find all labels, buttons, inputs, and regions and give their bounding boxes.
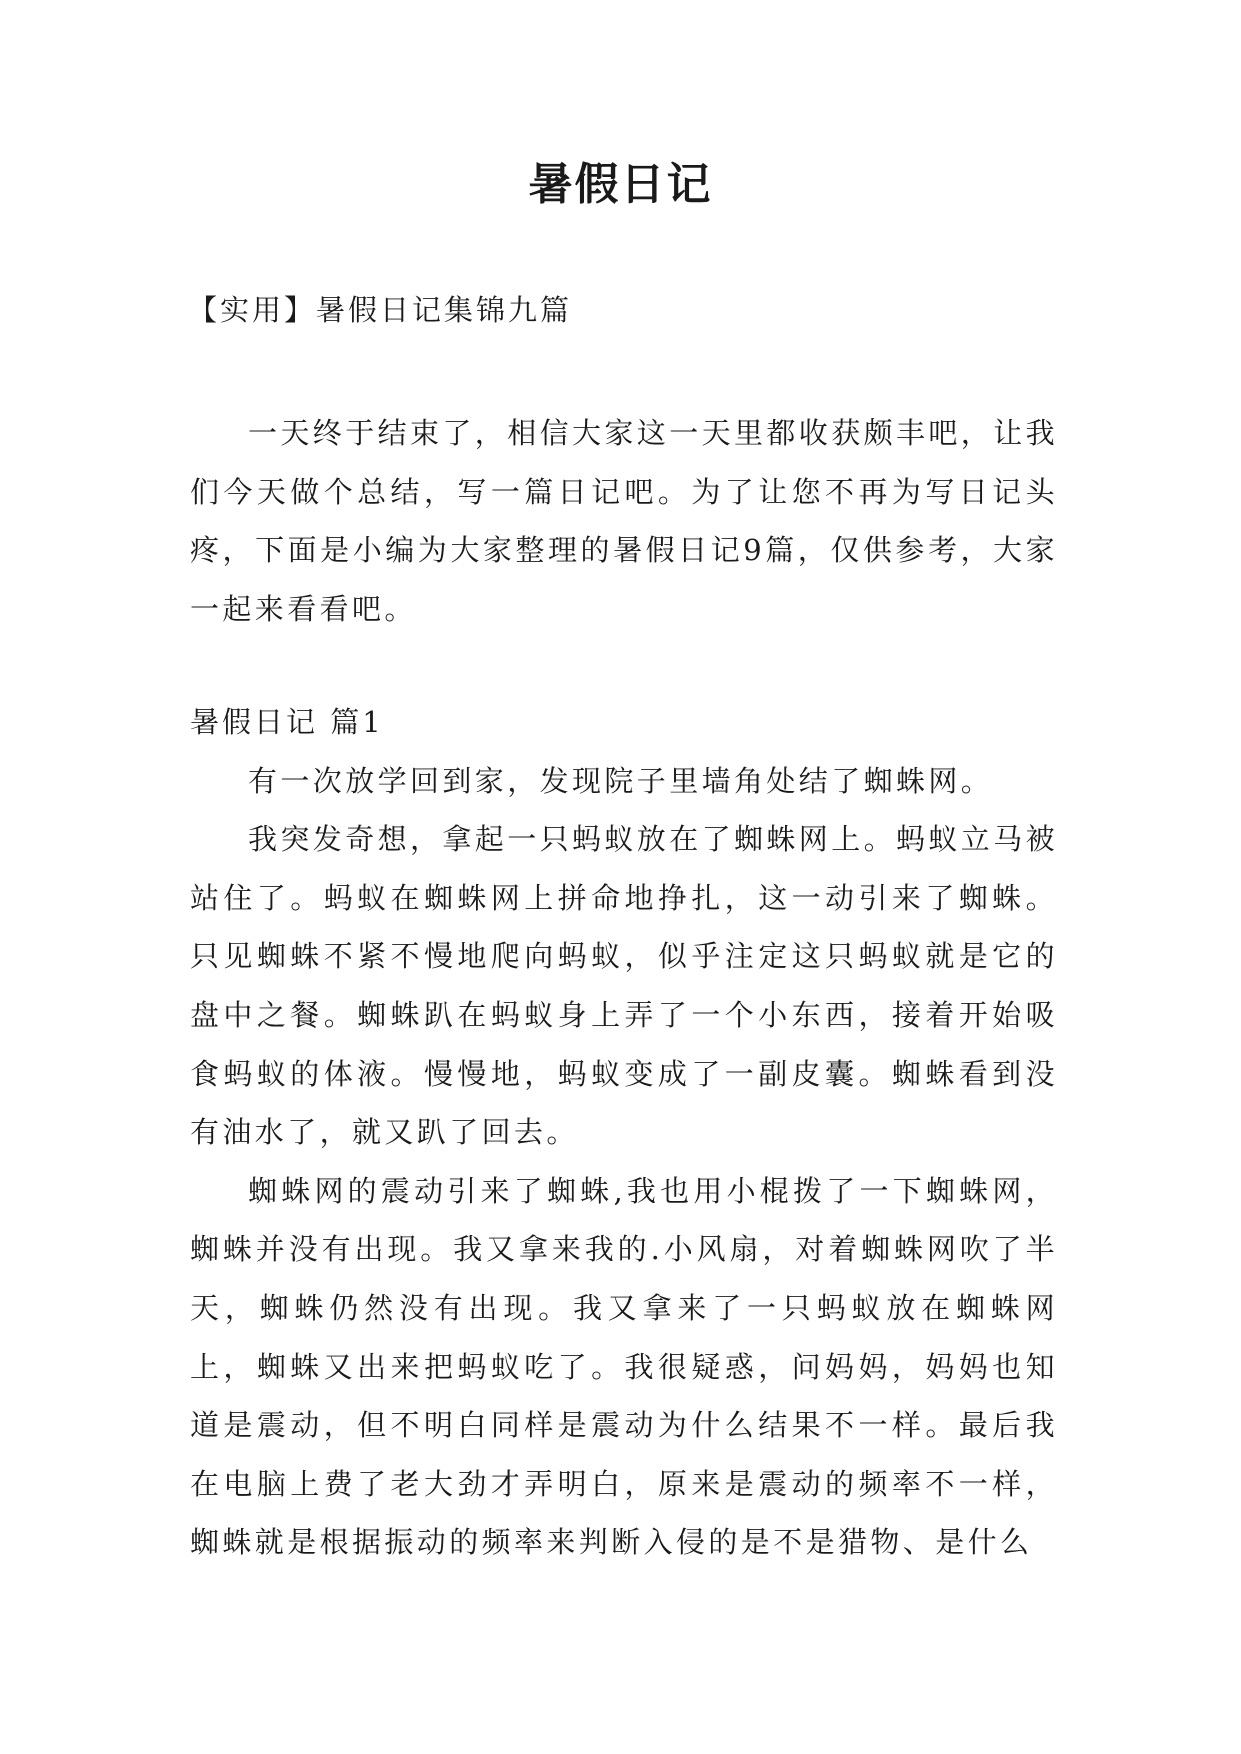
section-paragraph: 蜘蛛网的震动引来了蜘蛛,我也用小棍拨了一下蜘蛛网，蜘蛛并没有出现。我又拿来我的.小风扇，对着蜘蛛网吹了半天，蜘蛛仍然没有出现。我又拿来了一只蚂蚁放在蜘蛛网上，蜘蛛又出来把蚂蚁吃了。我很疑惑，问妈妈，妈妈也知道是震动，但不明白同样是震动为什么结果不一样。最后我在电脑上费了老大劲才弄明白，原来是震动的频率不一样，蜘蛛就是根据振动的频率来判断入侵的是不是猎物、是什么 bbox=[190, 1173, 1058, 1560]
intro-block bbox=[190, 404, 1058, 638]
intro-paragraph: 一天终于结束了，相信大家这一天里都收获颇丰吧，让我们今天做个总结，写一篇日记吧。为了让您不再为写日记头疼，下面是小编为大家整理的暑假日记9篇，仅供参考，大家一起来看看吧。 bbox=[190, 416, 1059, 626]
page-title: 暑假日记 bbox=[528, 159, 713, 210]
section-paragraph: 有一次放学回到家，发现院子里墙角处结了蜘蛛网。 bbox=[248, 763, 994, 798]
section-paragraph: 我突发奇想，拿起一只蚂蚁放在了蜘蛛网上。蚂蚁立马被站住了。蚂蚁在蜘蛛网上拼命地挣扎，这一动引来了蜘蛛。只见蜘蛛不紧不慢地爬向蚂蚁，似乎注定这只蚂蚁就是它的盘中之餐。蜘蛛趴在蚂蚁身上弄了一个小东西，接着开始吸食蚂蚁的体液。慢慢地，蚂蚁变成了一副皮囊。蜘蛛看到没有油水了，就又趴了回去。 bbox=[190, 822, 1059, 1150]
document-subtitle: 【实用】暑假日记集锦九篇 bbox=[188, 293, 573, 327]
diary-section-1 bbox=[190, 693, 1058, 1572]
section-heading: 暑假日记 篇1 bbox=[190, 705, 384, 739]
